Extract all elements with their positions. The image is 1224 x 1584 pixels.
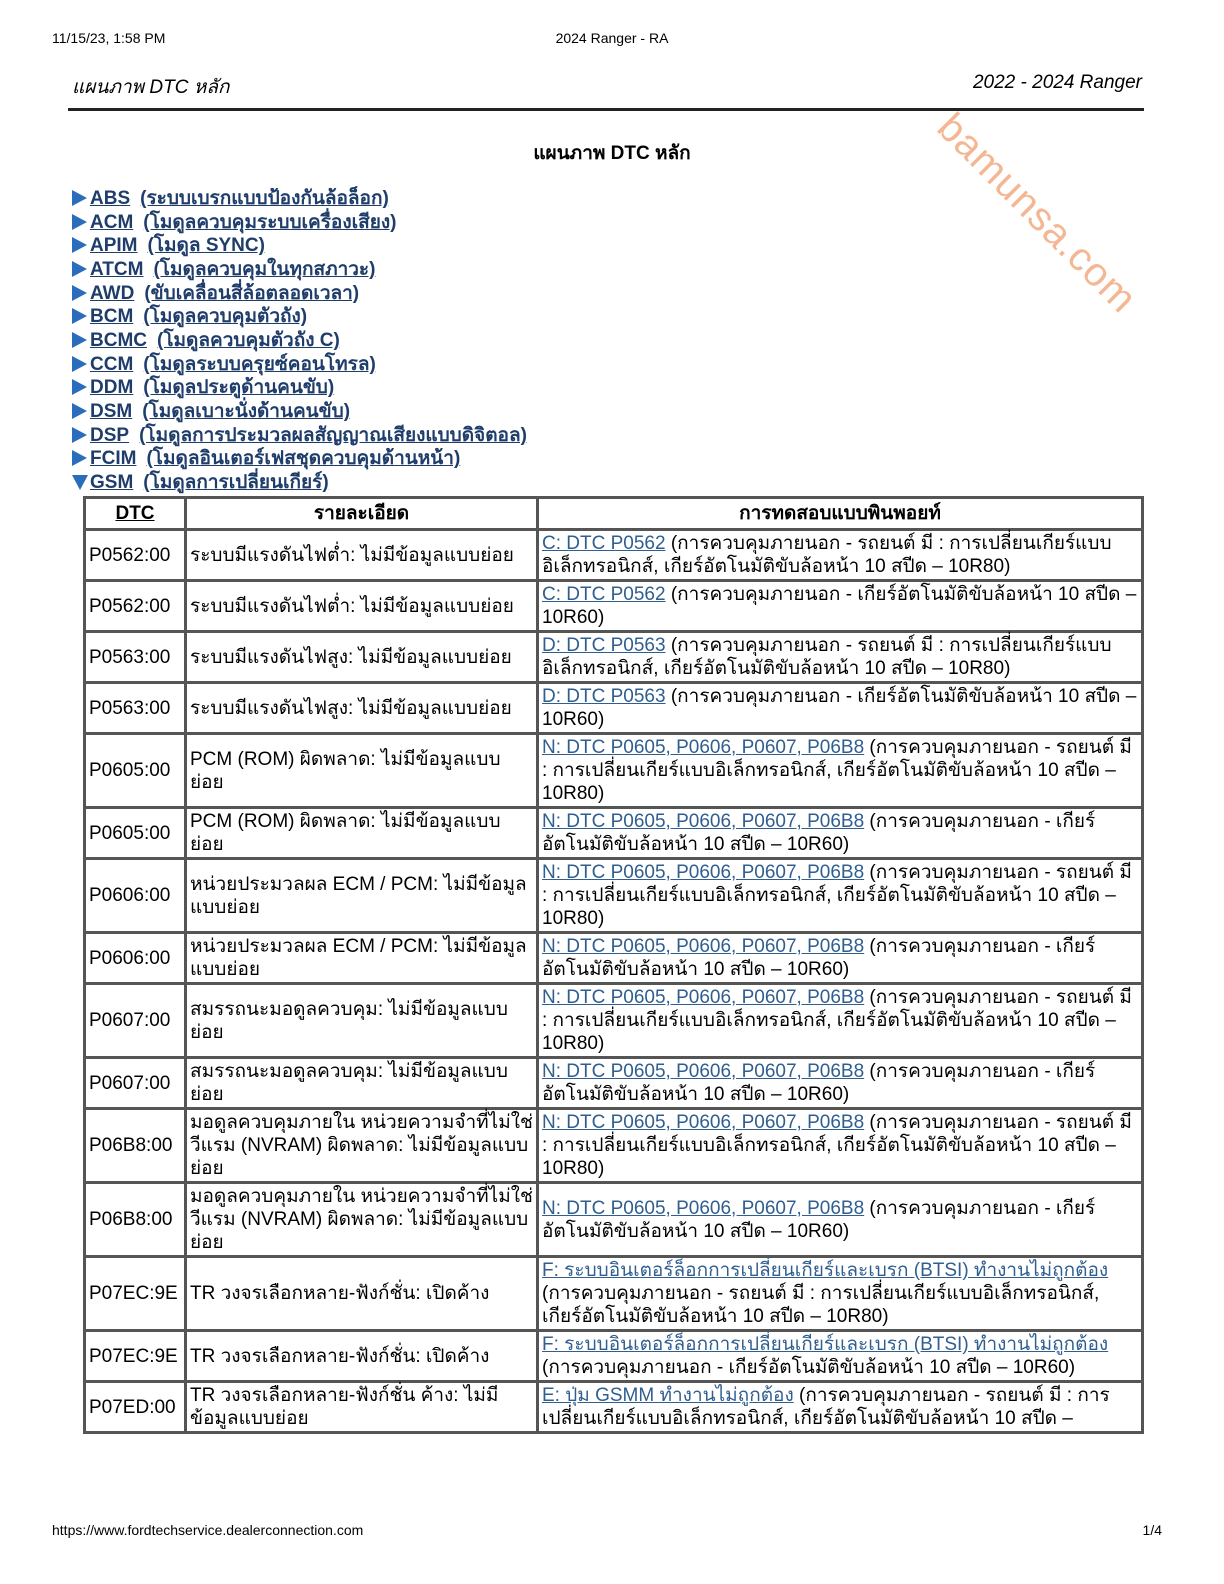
pinpoint-test-link[interactable]: N: DTC P0605, P0606, P0607, P06B8 [542, 737, 865, 758]
nav-code: BCM [90, 306, 134, 328]
pinpoint-test-cell [538, 1058, 1143, 1109]
footer-url: https://www.fordtechservice.dealerconnection.com [52, 1522, 364, 1538]
print-title: 2024 Ranger - RA [555, 30, 669, 46]
module-nav-list [72, 186, 527, 494]
dtc-code: P07ED:00 [85, 1382, 186, 1433]
dtc-code: P06B8:00 [85, 1109, 186, 1183]
table-row [85, 1183, 1143, 1257]
table-row [85, 1257, 1143, 1331]
pinpoint-test-cell [538, 1183, 1143, 1257]
nav-item-gsm[interactable] [72, 470, 527, 494]
dtc-code: P07EC:9E [85, 1257, 186, 1331]
dtc-description: ระบบมีแรงดันไฟต่ำ: ไม่มีข้อมูลแบบย่อย [186, 581, 538, 632]
triangle-right-icon[interactable] [72, 308, 87, 324]
document-header [68, 70, 1144, 111]
triangle-right-icon[interactable] [72, 285, 87, 301]
table-row [85, 632, 1143, 683]
header-description: รายละเอียด [186, 498, 538, 530]
nav-label: (โมดูลควบคุมในทุกสภาวะ) [153, 258, 376, 280]
pinpoint-test-cell [538, 632, 1143, 683]
pinpoint-test-link[interactable]: N: DTC P0605, P0606, P0607, P06B8 [542, 1197, 865, 1219]
dtc-description: หน่วยประมวลผล ECM / PCM: ไม่มีข้อมูลแบบย่อย [186, 859, 538, 933]
pinpoint-test-link[interactable]: C: DTC P0562 [542, 533, 666, 554]
pinpoint-test-note: (การควบคุมภายนอก - เกียร์อัตโนมัติขับล้อหน้า 10 สปีด – 10R60) [542, 584, 1137, 628]
pinpoint-test-note: (การควบคุมภายนอก - เกียร์อัตโนมัติขับล้อหน้า 10 สปีด – 10R60) [542, 1197, 1096, 1242]
nav-label: (โมดูลระบบครุยซ์คอนโทรล) [143, 353, 376, 375]
dtc-description: TR วงจรเลือกหลาย-ฟังก์ชั่น: เปิดค้าง [186, 1331, 538, 1382]
pinpoint-test-note: (การควบคุมภายนอก - เกียร์อัตโนมัติขับล้อหน้า 10 สปีด – 10R60) [542, 811, 1096, 855]
pinpoint-test-cell [538, 1331, 1143, 1382]
nav-code: AWD [90, 282, 135, 304]
nav-code: GSM [90, 472, 134, 494]
nav-label: (โมดูลอินเตอร์เฟสชุดควบคุมด้านหน้า) [146, 448, 461, 470]
pinpoint-test-note: (การควบคุมภายนอก - รถยนต์ มี : การเปลี่ยนเกียร์แบบอิเล็กทรอนิกส์, เกียร์อัตโนมัติขับล้อหน้า 10 สปีด – 10R80) [542, 737, 1132, 804]
table-row [85, 1382, 1143, 1433]
nav-label: (โมดูลประตูด้านคนขับ) [143, 377, 335, 399]
pinpoint-test-link[interactable]: N: DTC P0605, P0606, P0607, P06B8 [542, 987, 865, 1008]
nav-code: DSP [90, 424, 130, 446]
print-datetime: 11/15/23, 1:58 PM [52, 30, 166, 46]
page-number: 1/4 [1142, 1522, 1162, 1538]
table-row [85, 984, 1143, 1058]
nav-code: FCIM [90, 448, 137, 470]
dtc-description: PCM (ROM) ผิดพลาด: ไม่มีข้อมูลแบบย่อย [186, 808, 538, 859]
pinpoint-test-cell [538, 933, 1143, 984]
dtc-description: ระบบมีแรงดันไฟสูง: ไม่มีข้อมูลแบบย่อย [186, 632, 538, 683]
nav-code: BCMC [90, 329, 147, 351]
pinpoint-test-link[interactable]: F: ระบบอินเตอร์ล็อกการเปลี่ยนเกียร์และเบรก (BTSI) ทำงานไม่ถูกต้อง [542, 1334, 1109, 1355]
pinpoint-test-note: (การควบคุมภายนอก - รถยนต์ มี : การเปลี่ยนเกียร์แบบอิเล็กทรอนิกส์, เกียร์อัตโนมัติขับล้อหน้า 10 สปีด – 10R80) [542, 862, 1132, 929]
pinpoint-test-cell [538, 530, 1143, 581]
nav-code: APIM [90, 235, 138, 257]
table-header-row [85, 498, 1143, 530]
dtc-code: P0607:00 [85, 984, 186, 1058]
table-row [85, 581, 1143, 632]
pinpoint-test-link[interactable]: N: DTC P0605, P0606, P0607, P06B8 [542, 862, 865, 883]
triangle-right-icon[interactable] [72, 261, 87, 277]
triangle-right-icon[interactable] [72, 379, 87, 395]
dtc-code: P0606:00 [85, 933, 186, 984]
pinpoint-test-cell [538, 683, 1143, 734]
page-title: แผนภาพ DTC หลัก [533, 143, 691, 164]
nav-label: (โมดูลเบาะนั่งด้านคนขับ) [142, 401, 351, 423]
triangle-right-icon[interactable] [72, 450, 87, 466]
nav-code: DDM [90, 377, 134, 399]
nav-code: ACM [90, 211, 134, 233]
triangle-right-icon[interactable] [72, 332, 87, 348]
table-row [85, 530, 1143, 581]
pinpoint-test-link[interactable]: D: DTC P0563 [542, 686, 666, 707]
table-row [85, 1058, 1143, 1109]
dtc-code: P07EC:9E [85, 1331, 186, 1382]
dtc-description: ระบบมีแรงดันไฟต่ำ: ไม่มีข้อมูลแบบย่อย [186, 530, 538, 581]
dtc-code: P0605:00 [85, 808, 186, 859]
nav-code: ATCM [90, 258, 144, 280]
dtc-code: P0563:00 [85, 632, 186, 683]
triangle-right-icon[interactable] [72, 356, 87, 372]
table-row [85, 683, 1143, 734]
nav-label: (โมดูลควบคุมระบบเครื่องเสียง) [143, 211, 397, 233]
dtc-code: P0605:00 [85, 734, 186, 808]
pinpoint-test-note: (การควบคุมภายนอก - รถยนต์ มี : การเปลี่ยนเกียร์แบบอิเล็กทรอนิกส์, เกียร์อัตโนมัติขับล้อหน้า 10 สปีด – 10R80) [542, 987, 1132, 1054]
dtc-description: TR วงจรเลือกหลาย-ฟังก์ชั่น ค้าง: ไม่มีข้อมูลแบบย่อย [186, 1382, 538, 1433]
pinpoint-test-note: (การควบคุมภายนอก - รถยนต์ มี : การเปลี่ยนเกียร์แบบอิเล็กทรอนิกส์, เกียร์อัตโนมัติขับล้อหน้า 10 สปีด – [542, 1385, 1110, 1429]
dtc-table [83, 496, 1144, 1434]
pinpoint-test-link[interactable]: N: DTC P0605, P0606, P0607, P06B8 [542, 1112, 865, 1133]
dtc-code: P06B8:00 [85, 1183, 186, 1257]
header-dtc: DTC [85, 498, 186, 530]
pinpoint-test-cell [538, 734, 1143, 808]
dtc-description: TR วงจรเลือกหลาย-ฟังก์ชั่น: เปิดค้าง [186, 1257, 538, 1331]
pinpoint-test-link[interactable]: N: DTC P0605, P0606, P0607, P06B8 [542, 1061, 865, 1082]
pinpoint-test-cell [538, 581, 1143, 632]
pinpoint-test-note: (การควบคุมภายนอก - รถยนต์ มี : การเปลี่ยนเกียร์แบบอิเล็กทรอนิกส์, เกียร์อัตโนมัติขับล้อหน้า 10 สปีด – 10R80) [542, 635, 1112, 679]
triangle-right-icon[interactable] [72, 403, 87, 419]
document-header-title: แผนภาพ DTC หลัก [72, 77, 230, 98]
dtc-description: สมรรถนะมอดูลควบคุม: ไม่มีข้อมูลแบบย่อย [186, 1058, 538, 1109]
dtc-description: หน่วยประมวลผล ECM / PCM: ไม่มีข้อมูลแบบย่อย [186, 933, 538, 984]
pinpoint-test-cell [538, 808, 1143, 859]
table-row [85, 1331, 1143, 1382]
pinpoint-test-cell [538, 1257, 1143, 1331]
table-row [85, 808, 1143, 859]
dtc-description: PCM (ROM) ผิดพลาด: ไม่มีข้อมูลแบบย่อย [186, 734, 538, 808]
nav-link[interactable] [90, 467, 329, 497]
print-header [0, 30, 1224, 48]
triangle-right-icon[interactable] [72, 237, 87, 253]
pinpoint-test-link[interactable]: N: DTC P0605, P0606, P0607, P06B8 [542, 936, 865, 957]
pinpoint-test-note: (การควบคุมภายนอก - รถยนต์ มี : การเปลี่ยนเกียร์แบบอิเล็กทรอนิกส์, เกียร์อัตโนมัติขับล้อหน้า 10 สปีด – 10R80) [542, 1112, 1132, 1179]
nav-label: (โมดูลการเปลี่ยนเกียร์) [143, 472, 329, 494]
pinpoint-test-note: (การควบคุมภายนอก - เกียร์อัตโนมัติขับล้อหน้า 10 สปีด – 10R60) [542, 686, 1137, 730]
nav-label: (ขับเคลื่อนสี่ล้อตลอดเวลา) [144, 282, 360, 304]
dtc-code: P0563:00 [85, 683, 186, 734]
dtc-description: มอดูลควบคุมภายใน หน่วยความจำที่ไม่ใช่วีแรม (NVRAM) ผิดพลาด: ไม่มีข้อมูลแบบย่อย [186, 1183, 538, 1257]
dtc-description: ระบบมีแรงดันไฟสูง: ไม่มีข้อมูลแบบย่อย [186, 683, 538, 734]
pinpoint-test-note: (การควบคุมภายนอก - เกียร์อัตโนมัติขับล้อหน้า 10 สปีด – 10R60) [542, 1357, 1076, 1378]
dtc-code: P0562:00 [85, 530, 186, 581]
dtc-code: P0606:00 [85, 859, 186, 933]
nav-code: ABS [90, 187, 131, 209]
pinpoint-test-note: (การควบคุมภายนอก - รถยนต์ มี : การเปลี่ยนเกียร์แบบอิเล็กทรอนิกส์, เกียร์อัตโนมัติขับล้อหน้า 10 สปีด – 10R80) [542, 1283, 1100, 1327]
nav-label: (โมดูล SYNC) [147, 235, 265, 257]
table-row [85, 734, 1143, 808]
dtc-description: สมรรถนะมอดูลควบคุม: ไม่มีข้อมูลแบบย่อย [186, 984, 538, 1058]
pinpoint-test-cell [538, 1109, 1143, 1183]
document-header-model: 2022 - 2024 Ranger [972, 72, 1142, 93]
pinpoint-test-link[interactable]: D: DTC P0563 [542, 635, 666, 656]
pinpoint-test-cell [538, 984, 1143, 1058]
nav-code: DSM [90, 401, 133, 423]
nav-label: (โมดูลควบคุมตัวถัง C) [157, 329, 340, 351]
nav-label: (ระบบเบรกแบบป้องกันล้อล็อก) [140, 187, 389, 209]
dtc-description: มอดูลควบคุมภายใน หน่วยความจำที่ไม่ใช่วีแรม (NVRAM) ผิดพลาด: ไม่มีข้อมูลแบบย่อย [186, 1109, 538, 1183]
header-pinpoint-test: การทดสอบแบบพินพอยท์ [538, 498, 1143, 530]
pinpoint-test-cell [538, 859, 1143, 933]
dtc-code: P0607:00 [85, 1058, 186, 1109]
pinpoint-test-cell [538, 1382, 1143, 1433]
pinpoint-test-link[interactable]: C: DTC P0562 [542, 584, 666, 605]
pinpoint-test-note: (การควบคุมภายนอก - เกียร์อัตโนมัติขับล้อหน้า 10 สปีด – 10R60) [542, 1061, 1096, 1105]
nav-label: (โมดูลควบคุมตัวถัง) [143, 306, 308, 328]
nav-label: (โมดูลการประมวลผลสัญญาณเสียงแบบดิจิตอล) [139, 424, 527, 446]
pinpoint-test-link[interactable]: E: ปุ่ม GSMM ทำงานไม่ถูกต้อง [542, 1385, 794, 1406]
pinpoint-test-note: (การควบคุมภายนอก - เกียร์อัตโนมัติขับล้อหน้า 10 สปีด – 10R60) [542, 936, 1096, 980]
table-row [85, 1109, 1143, 1183]
pinpoint-test-link[interactable]: F: ระบบอินเตอร์ล็อกการเปลี่ยนเกียร์และเบรก (BTSI) ทำงานไม่ถูกต้อง [542, 1260, 1109, 1281]
dtc-code: P0562:00 [85, 581, 186, 632]
triangle-right-icon[interactable] [72, 214, 87, 230]
pinpoint-test-link[interactable]: N: DTC P0605, P0606, P0607, P06B8 [542, 811, 865, 832]
pinpoint-test-note: (การควบคุมภายนอก - รถยนต์ มี : การเปลี่ยนเกียร์แบบอิเล็กทรอนิกส์, เกียร์อัตโนมัติขับล้อหน้า 10 สปีด – 10R80) [542, 533, 1112, 577]
triangle-down-icon[interactable] [72, 475, 88, 490]
triangle-right-icon[interactable] [72, 427, 87, 443]
table-row [85, 859, 1143, 933]
nav-code: CCM [90, 353, 134, 375]
table-row [85, 933, 1143, 984]
triangle-right-icon[interactable] [72, 190, 87, 206]
watermark: bamunsa.com [928, 105, 1146, 322]
